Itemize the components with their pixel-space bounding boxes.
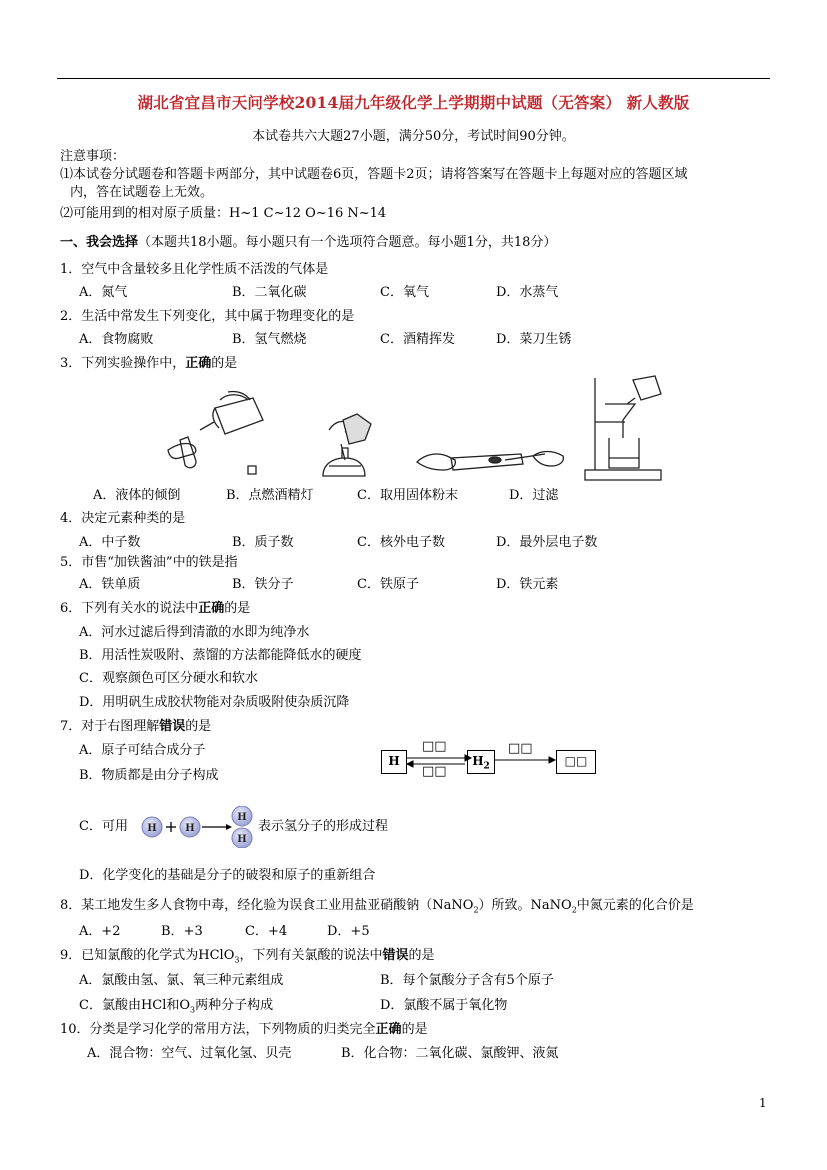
q1-option-b: B．二氧化碳: [232, 285, 307, 300]
solid-powder-illustration: [415, 440, 570, 478]
q6-option-d: D．用明矾生成胶状物能对杂质吸附使杂质沉降: [79, 695, 350, 710]
q4-option-b: B．质子数: [232, 535, 294, 550]
q2-option-a: A．食物腐败: [79, 332, 154, 347]
q5-option-a: A．铁单质: [79, 577, 141, 592]
section-1-label: 一、我会选择: [60, 235, 139, 250]
arrow-1-bottom-label: □□: [422, 764, 447, 779]
atom-h-3: H: [237, 812, 247, 823]
q10-option-a: A．混合物：空气、过氧化氢、贝壳: [87, 1046, 292, 1061]
q4-option-d: D．最外层电子数: [496, 535, 598, 550]
top-rule: [57, 78, 770, 79]
q3-option-b: B．点燃酒精灯: [226, 488, 314, 503]
section-1-heading: [60, 234, 556, 252]
atom-h-4: H: [237, 834, 247, 845]
exam-info: 本试卷共六大题27小题，满分50分，考试时间90分钟。: [252, 129, 575, 144]
q3-option-c: C．取用固体粉末: [357, 488, 458, 503]
q4-option-a: A．中子数: [79, 535, 141, 550]
q9-stem: 9．已知氯酸的化学式为HClO$_3$，下列有关氯酸的说法中错误的是: [60, 948, 435, 965]
q4-stem: 4．决定元素种类的是: [60, 511, 186, 526]
q7-option-b: B．物质都是由分子构成: [79, 768, 219, 783]
q10-stem: 10．分类是学习化学的常用方法，下列物质的归类完全正确的是: [60, 1022, 428, 1037]
q5-option-d: D．铁元素: [496, 577, 559, 592]
liquid-pouring-illustration: [160, 390, 275, 482]
q8-stem: 8．某工地发生多人食物中毒，经化验为误食工业用盐亚硝酸钠（NaNO$_2$）所致。NaNO$_2$中氮元素的化合价是: [60, 898, 694, 915]
q7-stem: 7．对于右图理解错误的是: [60, 719, 212, 734]
q7-option-a: A．原子可结合成分子: [79, 743, 206, 758]
q2-option-c: C．酒精挥发: [380, 332, 455, 347]
q9-option-b: B．每个氯酸分子含有5个原子: [380, 973, 554, 988]
hydrogen-formation-illustration: [140, 806, 258, 848]
note-1: ⑴本试卷分试题卷和答题卡两部分，其中试题卷6页，答题卡2页；请将答案写在答题卡上每题对应的答题区域: [60, 167, 688, 182]
q1-option-a: A．氮气: [79, 285, 128, 300]
q2-option-d: D．菜刀生锈: [496, 332, 572, 347]
q9-option-a: A．氯酸由氢、氯、氧三种元素组成: [79, 973, 284, 988]
q9-option-d: D．氯酸不属于氧化物: [380, 998, 508, 1013]
filtration-illustration: [583, 374, 663, 482]
arrow-2-top-label: □□: [508, 741, 533, 756]
q4-option-c: C．核外电子数: [357, 535, 445, 550]
alcohol-lamp-illustration: [315, 410, 377, 485]
q1-stem: 1．空气中含量较多且化学性质不活泼的气体是: [60, 262, 329, 277]
q9-option-c: C．氯酸由HCl和$O_3$两种分子构成: [79, 998, 274, 1015]
q8-option-a: A．+2: [79, 924, 121, 939]
page-number: 1: [759, 1096, 767, 1110]
q2-option-b: B．氢气燃烧: [232, 332, 307, 347]
q6-option-c: C．观察颜色可区分硬水和软水: [79, 671, 258, 686]
atom-h-1: H: [147, 823, 157, 834]
q7-option-d: D．化学变化的基础是分子的破裂和原子的重新组合: [79, 868, 376, 883]
q6-stem: 6．下列有关水的说法中正确的是: [60, 601, 251, 616]
q8-option-b: B．+3: [161, 924, 203, 939]
substance-box: □□: [556, 750, 596, 774]
document-title: 湖北省宜昌市天问学校2014届九年级化学上学期期中试题（无答案） 新人教版: [137, 93, 690, 112]
atom-box: H: [381, 750, 407, 774]
q5-option-b: B．铁分子: [232, 577, 294, 592]
atom-h-2: H: [185, 823, 195, 834]
q5-stem: 5．市售“加铁酱油”中的铁是指: [60, 555, 238, 570]
q6-option-a: A．河水过滤后得到清澈的水即为纯净水: [79, 625, 310, 640]
q5-option-c: C．铁原子: [357, 577, 419, 592]
q6-option-b: B．用活性炭吸附、蒸馏的方法都能降低水的硬度: [79, 648, 362, 663]
note-2: ⑵可能用到的相对原子质量：H~1 C~12 O~16 N~14: [60, 206, 387, 221]
q1-option-d: D．水蒸气: [496, 285, 559, 300]
q3-option-d: D．过滤: [509, 488, 559, 503]
q1-option-c: C．氧气: [380, 285, 429, 300]
reaction-arrows: [405, 752, 557, 770]
q7-option-c-suffix: 表示氢分子的形成过程: [258, 819, 389, 834]
note-1-cont: 内，答在试题卷上无效。: [70, 185, 214, 200]
q3-stem: 3．下列实验操作中，正确的是: [60, 356, 238, 371]
q10-option-b: B．化合物：二氧化碳、氯酸钾、液氮: [341, 1046, 559, 1061]
q8-option-c: C．+4: [245, 924, 288, 939]
notes-heading: 注意事项：: [60, 149, 126, 164]
molecule-box: $H_2$: [467, 750, 495, 774]
arrow-1-top-label: □□: [422, 739, 447, 754]
q7-option-c-prefix: C．可用: [79, 819, 128, 834]
section-1-desc: （本题共18小题。每小题只有一个选项符合题意。每小题1分，共18分）: [138, 235, 557, 250]
q2-stem: 2．生活中常发生下列变化，其中属于物理变化的是: [60, 309, 355, 324]
q3-option-a: A．液体的倾倒: [93, 488, 181, 503]
q8-option-d: D．+5: [327, 924, 370, 939]
